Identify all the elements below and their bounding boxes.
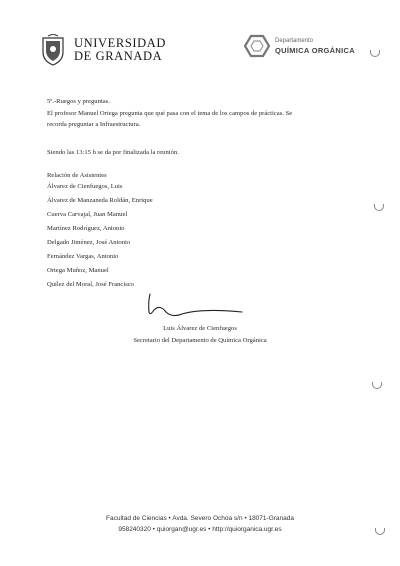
list-item: Ortega Muñoz, Manuel — [47, 267, 109, 274]
list-item: Álvarez de Manzaneda Roldán, Enrique — [47, 197, 153, 204]
list-item: Fernández Vargas, Antonio — [47, 253, 119, 260]
footer-address: Facultad de Ciencias • Avda. Severo Ochoa s/n • 18071-Granada — [106, 515, 294, 522]
list-item: Delgado Jiménez, José Antonio — [47, 239, 131, 246]
list-item: Cuerva Carvajal, Juan Manuel — [47, 211, 128, 218]
department-name: QUÍMICA ORGÁNICA — [275, 46, 355, 55]
list-item: Martínez Rodríguez, Antonio — [47, 225, 125, 232]
attendees-heading: Relación de Asistentes — [47, 172, 107, 179]
university-crest-icon — [40, 34, 66, 66]
punch-hole-mark — [374, 204, 384, 211]
punch-hole-mark — [370, 50, 380, 57]
department-label: Departamento — [275, 38, 314, 44]
department-logo — [244, 34, 355, 58]
university-name-line1: UNIVERSIDAD — [74, 36, 167, 50]
punch-hole-mark — [372, 382, 382, 389]
punch-hole-mark — [375, 528, 385, 535]
closing-line: Siendo las 13:15 h se da por finalizada la reunión. — [47, 149, 179, 156]
list-item: Quílez del Moral, José Francisco — [47, 281, 134, 288]
signatory-title: Secretario del Departamento de Química Orgánica — [133, 337, 267, 344]
signatory-name: Luis Álvarez de Cienfuegos — [163, 325, 237, 332]
paragraph-line-1: El profesor Manuel Ortega pregunta que qué pasa con el tema de los campos de prácticas. Se — [47, 110, 293, 117]
list-item: Álvarez de Cienfuegos, Luis — [47, 183, 123, 190]
handwritten-signature — [142, 290, 252, 322]
hexagon-molecule-icon — [244, 34, 270, 58]
paragraph-line-2: recorda preguntar a Infraestructura. — [47, 121, 141, 128]
footer-contact: 958240320 • quiorgan@ugr.es • http://quiorganica.ugr.es — [118, 526, 282, 533]
section-heading: 5º.-Ruegos y preguntas. — [47, 98, 110, 105]
university-name-line2: DE GRANADA — [74, 49, 163, 63]
university-logo — [40, 34, 166, 66]
